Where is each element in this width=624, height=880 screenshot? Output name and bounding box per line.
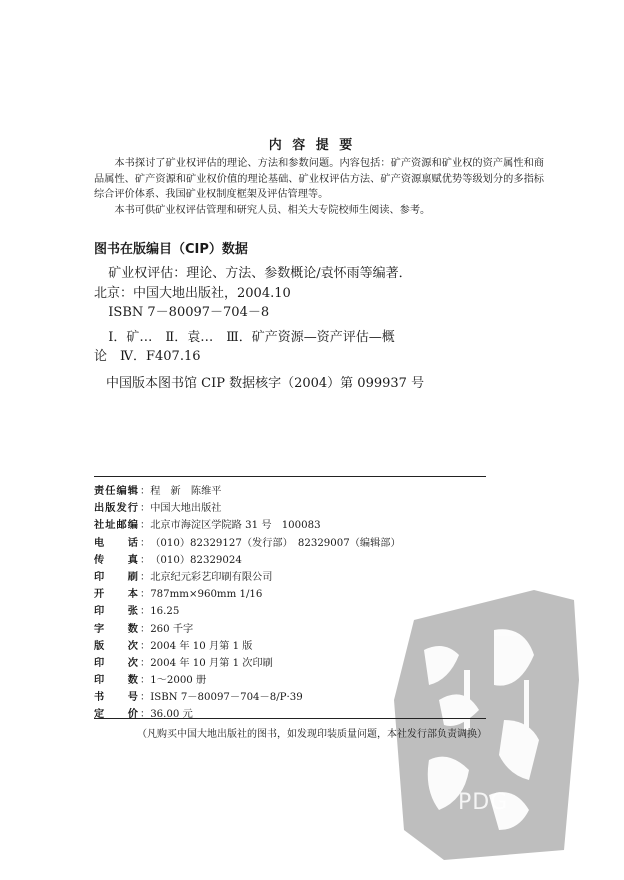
- cip-title-line: 矿业权评估：理论、方法、参数概论/袁怀雨等编著．: [108, 266, 412, 281]
- pub-label: 电 话: [94, 537, 138, 549]
- pub-label: 印 张: [94, 606, 138, 618]
- cip-note: 中国版本图书馆 CIP 数据核字（2004）第 099937 号: [106, 376, 425, 391]
- pub-row: 开 本 ： 787mm×960mm 1/16: [94, 586, 494, 603]
- pub-value: 2004 年 10 月第 1 版: [150, 640, 253, 652]
- pub-row: 责任编辑 ： 程 新 陈维平: [94, 483, 494, 500]
- pub-value: 程 新 陈维平: [150, 486, 222, 497]
- pub-row: 印 张 ： 16.25: [94, 603, 494, 620]
- pub-label: 出版发行: [94, 503, 138, 515]
- cip-heading: 图书在版编目（CIP）数据: [94, 242, 248, 257]
- pub-value: （010）82329127（发行部） 82329007（编辑部）: [150, 537, 401, 549]
- footer-note: （凡购买中国大地出版社的图书，如发现印装质量问题，本社发行部负责调换）: [137, 729, 487, 740]
- pub-row: 版 次 ： 2004 年 10 月第 1 版: [94, 638, 494, 655]
- abstract-paragraph: 本书可供矿业权评估管理和研究人员、相关大专院校师生阅读、参考。: [114, 204, 431, 216]
- pub-value: （010）82329024: [150, 554, 242, 566]
- pub-value: 1～2000 册: [150, 675, 207, 687]
- pub-label: 传 真: [94, 554, 138, 566]
- abstract-body: [94, 156, 544, 218]
- pub-row: 书 号 ： ISBN 7－80097－704－8/P·39: [94, 689, 494, 706]
- pub-row: 社址邮编 ： 北京市海淀区学院路 31 号 100083: [94, 517, 494, 534]
- pub-row: 电 话 ： （010）82329127（发行部） 82329007（编辑部）: [94, 535, 494, 552]
- abstract-paragraph: 本书探讨了矿业权评估的理论、方法和参数问题。内容包括：矿产资源和矿业权的资产属性和商品属性、矿产资源和矿业权价值的理论基础、矿业权评估方法、矿产资源禀赋优势等级划分的多指标综合评价体系、我国矿业权制度框架及评估管理等。: [94, 158, 544, 200]
- pub-label: 开 本: [94, 589, 138, 601]
- cip-body: [94, 264, 489, 367]
- divider: [94, 718, 486, 719]
- cip-subject-line: 论 Ⅳ．F407.16: [94, 349, 201, 364]
- pub-row: 传 真 ： （010）82329024: [94, 552, 494, 569]
- pub-label: 字 数: [94, 623, 138, 635]
- abstract-title: 内 容 提 要: [268, 138, 356, 153]
- divider: [94, 476, 486, 477]
- pub-row: 印 次 ： 2004 年 10 月第 1 次印刷: [94, 655, 494, 672]
- pub-value: 2004 年 10 月第 1 次印刷: [150, 657, 273, 669]
- pub-row: 印 数 ： 1～2000 册: [94, 672, 494, 689]
- pub-value: 中国大地出版社: [150, 503, 222, 515]
- pub-row: 定 价 ： 36.00 元: [94, 706, 494, 723]
- pub-label: 版 次: [94, 640, 138, 652]
- pub-value: 16.25: [150, 606, 180, 618]
- pub-value: 北京市海淀区学院路 31 号 100083: [150, 520, 321, 532]
- pub-row: 印 刷 ： 北京纪元彩艺印刷有限公司: [94, 569, 494, 586]
- watermark-text: PDG: [458, 790, 509, 815]
- cip-publish-line: 北京：中国大地出版社，2004.10: [94, 285, 291, 301]
- publication-info: [94, 483, 494, 724]
- pub-label: 定 价: [94, 709, 138, 721]
- pub-value: 北京纪元彩艺印刷有限公司: [150, 571, 273, 583]
- pub-value: 260 千字: [150, 623, 194, 635]
- pub-label: 社址邮编: [94, 520, 138, 532]
- pub-label: 责任编辑: [94, 486, 138, 497]
- pub-label: 印 次: [94, 657, 138, 669]
- pub-row: 字 数 ： 260 千字: [94, 621, 494, 638]
- pub-label: 印 刷: [94, 571, 138, 583]
- cip-isbn: ISBN 7－80097－704－8: [108, 305, 270, 320]
- pub-label: 印 数: [94, 675, 138, 687]
- pub-value: 787mm×960mm 1/16: [150, 589, 263, 601]
- pub-value: 36.00 元: [150, 709, 193, 721]
- pub-row: 出版发行 ： 中国大地出版社: [94, 500, 494, 517]
- pub-value: ISBN 7－80097－704－8/P·39: [150, 692, 303, 704]
- cip-subject-line: Ⅰ．矿… Ⅱ．袁… Ⅲ．矿产资源—资产评估—概: [108, 329, 395, 345]
- pub-label: 书 号: [94, 692, 138, 704]
